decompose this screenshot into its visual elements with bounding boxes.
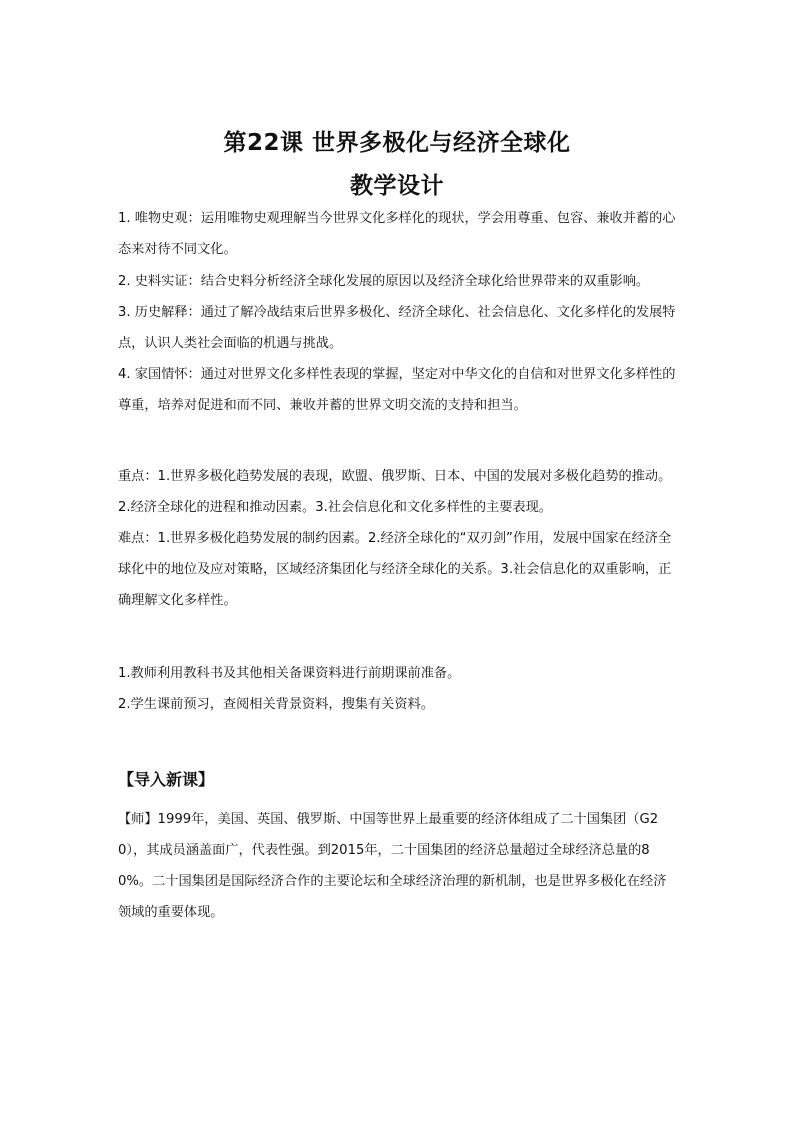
objective-evidence: 2. 史料实证：结合史料分析经济全球化发展的原因以及经济全球化给世界带来的双重影响。 [118,274,650,289]
key-points: 重点：1.世界多极化趋势发展的表现，欧盟、俄罗斯、日本、中国的发展对多极化趋势的推动。2.经济全球化的进程和推动因素。3.社会信息化和文化多样性的主要表现。 [118,469,672,515]
objective-patriotism: 4. 家国情怀：通过对世界文化多样性表现的掌握，坚定对中华文化的自信和对世界文化多样性的尊重，培养对促进和而不同、兼收并蓄的世界文明交流的支持和担当。 [118,367,676,413]
document-subtitle: 教学设计 [350,173,444,199]
intro-heading: 【导入新课】 [118,770,215,789]
objective-materialism: 1. 唯物史观：运用唯物史观理解当今世界文化多样化的现状，学会用尊重、包容、兼收并蓄的心态来对待不同文化。 [118,211,676,257]
preparation-student: 2.学生课前预习，查阅相关背景资料，搜集有关资料。 [118,697,434,712]
preparation-teacher: 1.教师利用教科书及其他相关备课资料进行前期课前准备。 [118,666,461,681]
difficulties: 难点：1.世界多极化趋势发展的制约因素。2.经济全球化的“双刃剑”作用，发展中国家在经济全球化中的地位及应对策略，区域经济集团化与经济全球化的关系。3.社会信息化的双重影响，正确理解文化多样性。 [118,531,672,608]
document-title: 第22课 世界多极化与经济全球化 [223,130,571,156]
objective-interpretation: 3. 历史解释：通过了解冷战结束后世界多极化、经济全球化、社会信息化、文化多样化的发展特点，认识人类社会面临的机遇与挑战。 [118,305,676,351]
intro-text: 【师】1999年，美国、英国、俄罗斯、中国等世界上最重要的经济体组成了二十国集团（G20），其成员涵盖面广，代表性强。到2015年，二十国集团的经济总量超过全球经济总量的80%。二十国集团是国际经济合作的主要论坛和全球经济治理的新机制，也是世界多极化在经济领域的重要体现。 [118,812,667,920]
